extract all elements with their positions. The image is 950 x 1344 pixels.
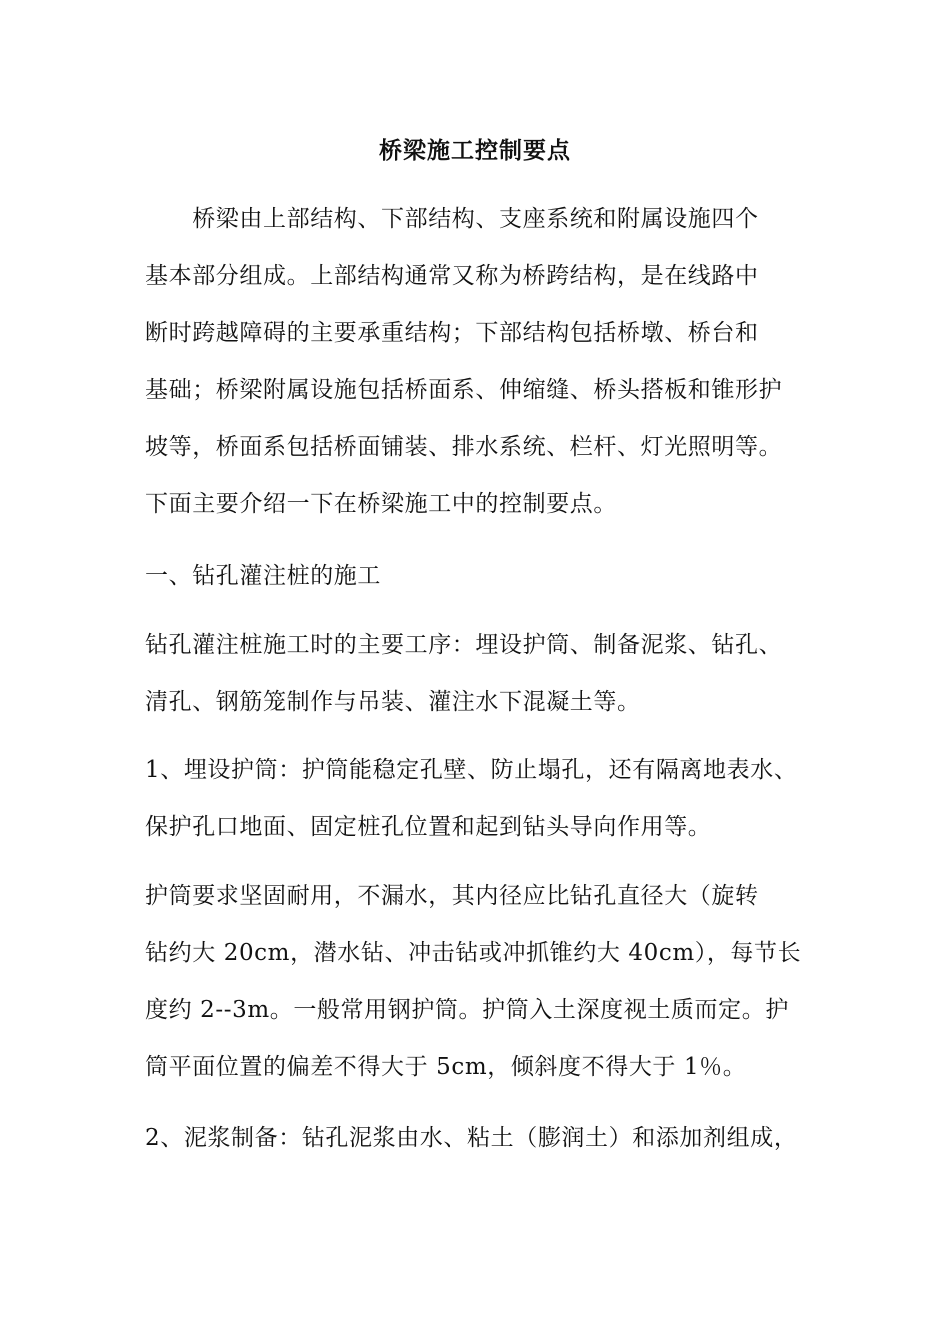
paragraph-line: 下面主要介绍一下在桥梁施工中的控制要点。 bbox=[145, 491, 617, 517]
document-title: 桥梁施工控制要点 bbox=[379, 137, 571, 164]
section-heading: 一、钻孔灌注桩的施工 bbox=[145, 563, 381, 589]
paragraph-line: 断时跨越障碍的主要承重结构；下部结构包括桥墩、桥台和 bbox=[145, 320, 759, 346]
paragraph-line: 清孔、钢筋笼制作与吊装、灌注水下混凝土等。 bbox=[145, 689, 641, 715]
paragraph-line: 基本部分组成。上部结构通常又称为桥跨结构，是在线路中 bbox=[145, 263, 759, 289]
paragraph-line: 桥梁由上部结构、下部结构、支座系统和附属设施四个 bbox=[145, 206, 759, 232]
paragraph-line: 钻约大 20cm，潜水钻、冲击钻或冲抓锥约大 40cm），每节长 bbox=[145, 940, 802, 966]
paragraph-line: 1、埋设护筒：护筒能稳定孔壁、防止塌孔，还有隔离地表水、 bbox=[145, 757, 798, 783]
paragraph-line: 护筒要求坚固耐用，不漏水，其内径应比钻孔直径大（旋转 bbox=[145, 883, 759, 909]
paragraph-line: 筒平面位置的偏差不得大于 5cm，倾斜度不得大于 1％。 bbox=[145, 1054, 747, 1080]
paragraph-line: 度约 2--3m。一般常用钢护筒。护筒入土深度视土质而定。护 bbox=[145, 997, 789, 1023]
paragraph-line: 钻孔灌注桩施工时的主要工序：埋设护筒、制备泥浆、钻孔、 bbox=[145, 632, 783, 658]
paragraph-line: 基础；桥梁附属设施包括桥面系、伸缩缝、桥头搭板和锥形护 bbox=[145, 377, 783, 403]
paragraph-line: 坡等，桥面系包括桥面铺装、排水系统、栏杆、灯光照明等。 bbox=[145, 434, 783, 460]
paragraph-line: 2、泥浆制备：钻孔泥浆由水、粘土（膨润土）和添加剂组成， bbox=[145, 1125, 798, 1151]
paragraph-line: 保护孔口地面、固定桩孔位置和起到钻头导向作用等。 bbox=[145, 814, 712, 840]
